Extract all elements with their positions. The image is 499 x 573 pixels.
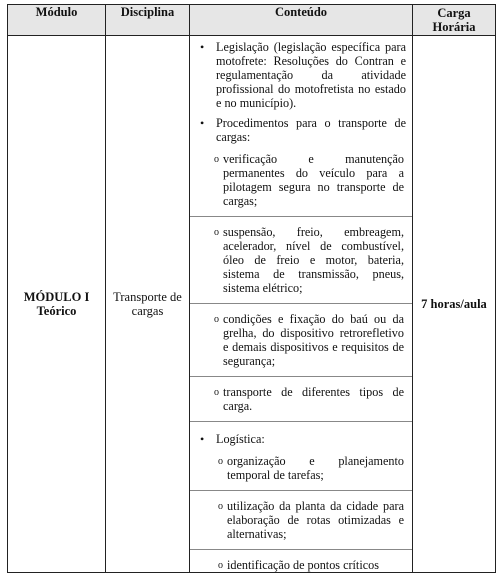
circle-bullet-icon: o (214, 387, 219, 398)
bullet-icon: • (200, 40, 205, 54)
disciplina-line1: Transporte de (113, 290, 182, 304)
circle-bullet-icon: o (218, 560, 223, 571)
content-item-legislacao (190, 40, 412, 110)
subitem-text: transporte de diferentes tipos de carga. (223, 385, 404, 413)
header-carga-line2: Horária (432, 20, 476, 34)
circle-bullet-icon: o (218, 456, 223, 467)
subitem-group-procedimentos (190, 152, 412, 422)
subitem (190, 499, 412, 550)
subitem (190, 312, 412, 377)
disciplina-line2: cargas (131, 304, 164, 318)
header-carga-line1: Carga (437, 6, 471, 20)
subitem-list (190, 454, 412, 572)
curriculum-table (7, 4, 496, 573)
bullet-icon: • (200, 116, 205, 130)
circle-bullet-icon: o (214, 154, 219, 165)
subitem-text: verificação e manutenção permanentes do veículo para a pilotagem segura no transporte de cargas; (223, 152, 404, 208)
circle-bullet-icon: o (214, 227, 219, 238)
subitem (190, 558, 412, 572)
cell-modulo (8, 36, 106, 573)
module-row (8, 36, 496, 573)
header-conteudo: Conteúdo (190, 5, 413, 36)
modulo-name: MÓDULO I (23, 290, 90, 304)
content-list (190, 40, 412, 572)
subitem (190, 225, 412, 304)
subitem-text: suspensão, freio, embreagem, acelerador, nível de combustível, óleo de freio e motor, bateria, sistema de transmissão, pneus, sistema elétrico; (223, 225, 404, 295)
subitem (190, 152, 412, 217)
subitem-group-logistica (190, 454, 412, 572)
subitem-text: condições e fixação do baú ou da grelha, do dispositivo retrorefletivo e demais dispositivos e requisitos de segurança; (223, 312, 404, 368)
content-item-procedimentos (190, 116, 412, 144)
content-item-text: Procedimentos para o transporte de cargas: (216, 116, 406, 144)
subitem-text: organização e planejamento temporal de tarefas; (227, 454, 404, 482)
header-row (8, 5, 496, 36)
subitem (190, 385, 412, 422)
header-modulo: Módulo (8, 5, 106, 36)
header-disciplina: Disciplina (106, 5, 190, 36)
modulo-type: Teórico (36, 304, 77, 318)
header-carga-horaria (413, 5, 496, 36)
subitem-text: identificação de pontos críticos (227, 558, 379, 572)
cell-conteudo (190, 36, 413, 573)
subitem-text: utilização da planta da cidade para elaboração de rotas otimizadas e alternativas; (227, 499, 404, 541)
content-item-text: Legislação (legislação específica para motofrete: Resoluções do Contran e regulamentação da atividade profissional do motofretista no estado e no município). (216, 40, 406, 110)
bullet-icon: • (200, 432, 205, 446)
circle-bullet-icon: o (218, 501, 223, 512)
subitem-list (190, 152, 412, 422)
content-item-text: Logística: (216, 432, 265, 446)
subitem (190, 454, 412, 491)
circle-bullet-icon: o (214, 314, 219, 325)
content-item-logistica (190, 432, 412, 446)
cell-disciplina (106, 36, 190, 573)
cell-carga-horaria: 7 horas/aula (413, 36, 496, 573)
